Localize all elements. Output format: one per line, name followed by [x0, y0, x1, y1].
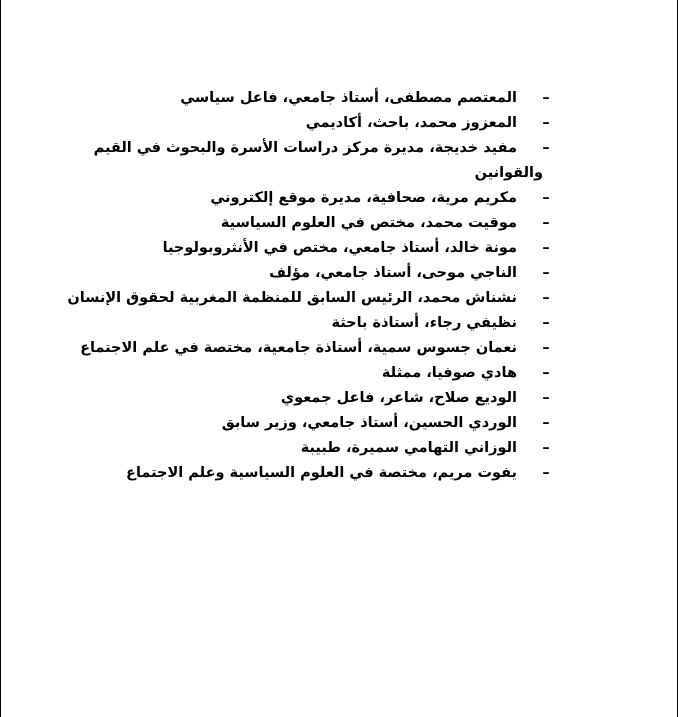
list-item — [0, 236, 677, 261]
list-item — [0, 436, 677, 461]
bullet-dash: – — [542, 440, 550, 456]
list-item — [0, 286, 677, 311]
entry-text: مونة خالد، أستاذ جامعي، مختص في الأنثروبولوجيا — [162, 240, 517, 256]
list-item — [0, 311, 677, 336]
entry-text: نعمان جسوس سمية، أستاذة جامعية، مختصة في علم الاجتماع — [80, 340, 517, 356]
list-item — [0, 336, 677, 361]
entry-text: الوردي الحسين، أستاذ جامعي، وزير سابق — [221, 415, 517, 431]
list-item — [0, 461, 677, 486]
entry-text-continuation: والقوانين — [474, 165, 543, 181]
list-item — [0, 411, 677, 436]
bullet-dash: – — [542, 290, 550, 306]
list-item — [0, 86, 677, 111]
entry-text: الوزاني التهامي سميرة، طبيبة — [300, 440, 517, 456]
entry-text: يفوت مريم، مختصة في العلوم السياسية وعلم الاجتماع — [126, 465, 517, 481]
bullet-dash: – — [542, 390, 550, 406]
entry-text: المعتصم مصطفى، أستاذ جامعي، فاعل سياسي — [180, 90, 517, 106]
entry-text: موقيت محمد، مختص في العلوم السياسية — [220, 215, 517, 231]
entry-text: هادي صوفيا، ممثلة — [381, 365, 517, 381]
list-item — [0, 136, 677, 186]
list-item — [0, 186, 677, 211]
list-item — [0, 211, 677, 236]
bullet-dash: – — [542, 140, 550, 156]
list-item — [0, 261, 677, 286]
bullet-dash: – — [542, 215, 550, 231]
bullet-dash: – — [542, 115, 550, 131]
entry-text: مكريم مرية، صحافية، مديرة موقع إلكتروني — [210, 190, 517, 206]
entry-text: نظيفي رجاء، أستاذة باحثة — [331, 315, 517, 331]
list-item — [0, 111, 677, 136]
entry-text: المعزوز محمد، باحث، أكاديمي — [305, 115, 517, 131]
bullet-dash: – — [542, 315, 550, 331]
entry-text: الوديع صلاح، شاعر، فاعل جمعوي — [280, 390, 517, 406]
bullet-dash: – — [542, 465, 550, 481]
participants-list — [0, 86, 677, 486]
list-item — [0, 386, 677, 411]
entry-text: مفيد خديجة، مديرة مركز دراسات الأسرة والبحوث في القيم — [93, 140, 517, 156]
bullet-dash: – — [542, 365, 550, 381]
bullet-dash: – — [542, 265, 550, 281]
bullet-dash: – — [542, 190, 550, 206]
bullet-dash: – — [542, 90, 550, 106]
entry-text: نشناش محمد، الرئيس السابق للمنظمة المغربية لحقوق الإنسان — [67, 290, 517, 306]
list-item — [0, 361, 677, 386]
entry-text: الناجي موحى، أستاذ جامعي، مؤلف — [269, 265, 517, 281]
bullet-dash: – — [542, 415, 550, 431]
bullet-dash: – — [542, 340, 550, 356]
bullet-dash: – — [542, 240, 550, 256]
